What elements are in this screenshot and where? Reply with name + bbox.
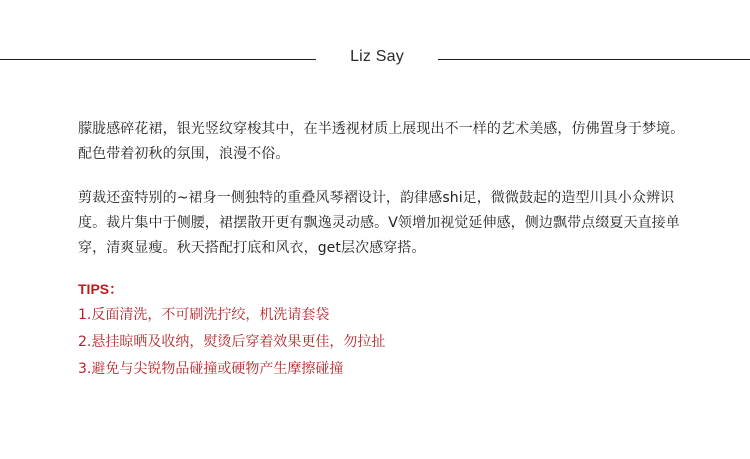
description-paragraph-1: 朦胧感碎花裙，银光竖纹穿梭其中，在半透视材质上展现出不一样的艺术美感，仿佛置身于梦境。配色带着初秋的氛围，浪漫不俗。 <box>78 121 685 162</box>
description-section <box>78 117 698 383</box>
care-tips <box>78 277 698 383</box>
header-divider-right <box>438 59 750 60</box>
tip-item-3: 3.避免与尖锐物品碰撞或硬物产生摩擦碰撞 <box>78 361 344 377</box>
page-title: Liz Say <box>350 48 404 65</box>
tip-item-1: 1.反面清洗，不可刷洗拧绞，机洗请套袋 <box>78 307 330 323</box>
tips-heading: TIPS： <box>78 281 124 297</box>
header-divider-left <box>0 59 316 60</box>
page-header <box>0 46 750 72</box>
tip-item-2: 2.悬挂晾晒及收纳，熨烫后穿着效果更佳，勿拉扯 <box>78 334 386 350</box>
description-paragraph-2: 剪裁还蛮特别的~裙身一侧独特的重叠风琴褶设计，韵律感shi足，微微鼓起的造型川具小众辨识度。裁片集中于侧腰，裙摆散开更有飘逸灵动感。V领增加视觉延伸感，侧边飘带点缀夏天直接单穿，清爽显瘦。秋天搭配打底和风衣，get层次感穿搭。 <box>78 190 680 256</box>
